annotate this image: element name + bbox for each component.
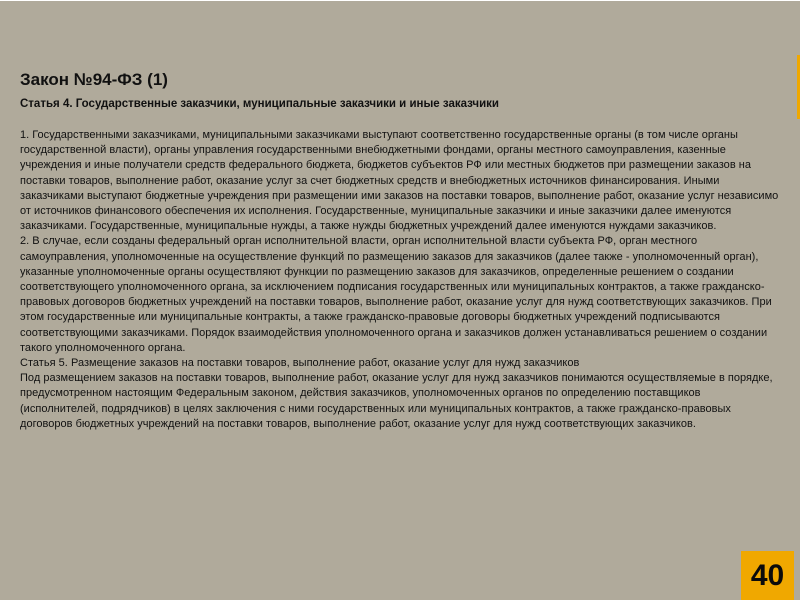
slide-title: Закон №94-ФЗ (1) <box>20 70 168 89</box>
top-border <box>0 0 800 1</box>
article-heading: Статья 4. Государственные заказчики, муниципальные заказчики и иные заказчики <box>20 98 499 110</box>
page-number-badge: 40 <box>741 551 794 600</box>
article-5-heading: Статья 5. Размещение заказов на поставки товаров, выполнение работ, оказание услуг для нужд заказчиков <box>20 357 580 370</box>
slide-body <box>20 128 780 432</box>
paragraph-1: 1. Государственными заказчиками, муниципальными заказчиками выступают соответственно государственные органы (в том числе органы государственной власти), органы управления государственными внебюджетными фондами, органы местного самоуправления, казенные учреждения и иные получатели средств федерального бюджета, бюджетов субъектов РФ или местных бюджетов при размещении заказов на поставки товаров, выполнение работ, оказание услуг за счет бюджетных средств и внебюджетных источников финансирования. Иными заказчиками выступают бюджетные учреждения при размещении ими заказов на поставки товаров, выполнение работ, оказание услуг независимо от источников финансового обеспечения их исполнения. Государственные, муниципальные заказчики и иные заказчики далее именуются заказчиками. Государственные, муниципальные нужды, а также нужды бюджетных учреждений далее именуются нуждами заказчиков. <box>20 129 779 233</box>
paragraph-2: 2. В случае, если созданы федеральный орган исполнительной власти, орган исполнительной власти субъекта РФ, орган местного самоуправления, уполномоченные на осуществление функций по размещению заказов для заказчиков (далее также - уполномоченный орган), указанные уполномоченные органы осуществляют функции по размещению заказов для заказчиков, определенные решением о создании соответствующего уполномоченного органа, за исключением подписания государственных или муниципальных контрактов, а также гражданско-правовых договоров бюджетных учреждений на поставки товаров, выполнение работ, оказание услуг для нужд соответствующих заказчиков. При этом государственные или муниципальные контракты, а также гражданско-правовые договоры бюджетных учреждений подписываются соответствующими заказчиками. Порядок взаимодействия уполномоченного органа и заказчиков должен устанавливаться решением о создании такого уполномоченного органа. <box>20 235 772 354</box>
paragraph-3: Под размещением заказов на поставки товаров, выполнение работ, оказание услуг для нужд заказчиков понимаются осуществляемые в порядке, предусмотренном настоящим Федеральным законом, действия заказчиков, уполномоченных органов по определению поставщиков (исполнителей, подрядчиков) в целях заключения с ними государственных или муниципальных контрактов, а также гражданско-правовых договоров бюджетных учреждений на поставки товаров, выполнение работ, оказание услуг для нужд соответствующих заказчиков. <box>20 372 773 430</box>
